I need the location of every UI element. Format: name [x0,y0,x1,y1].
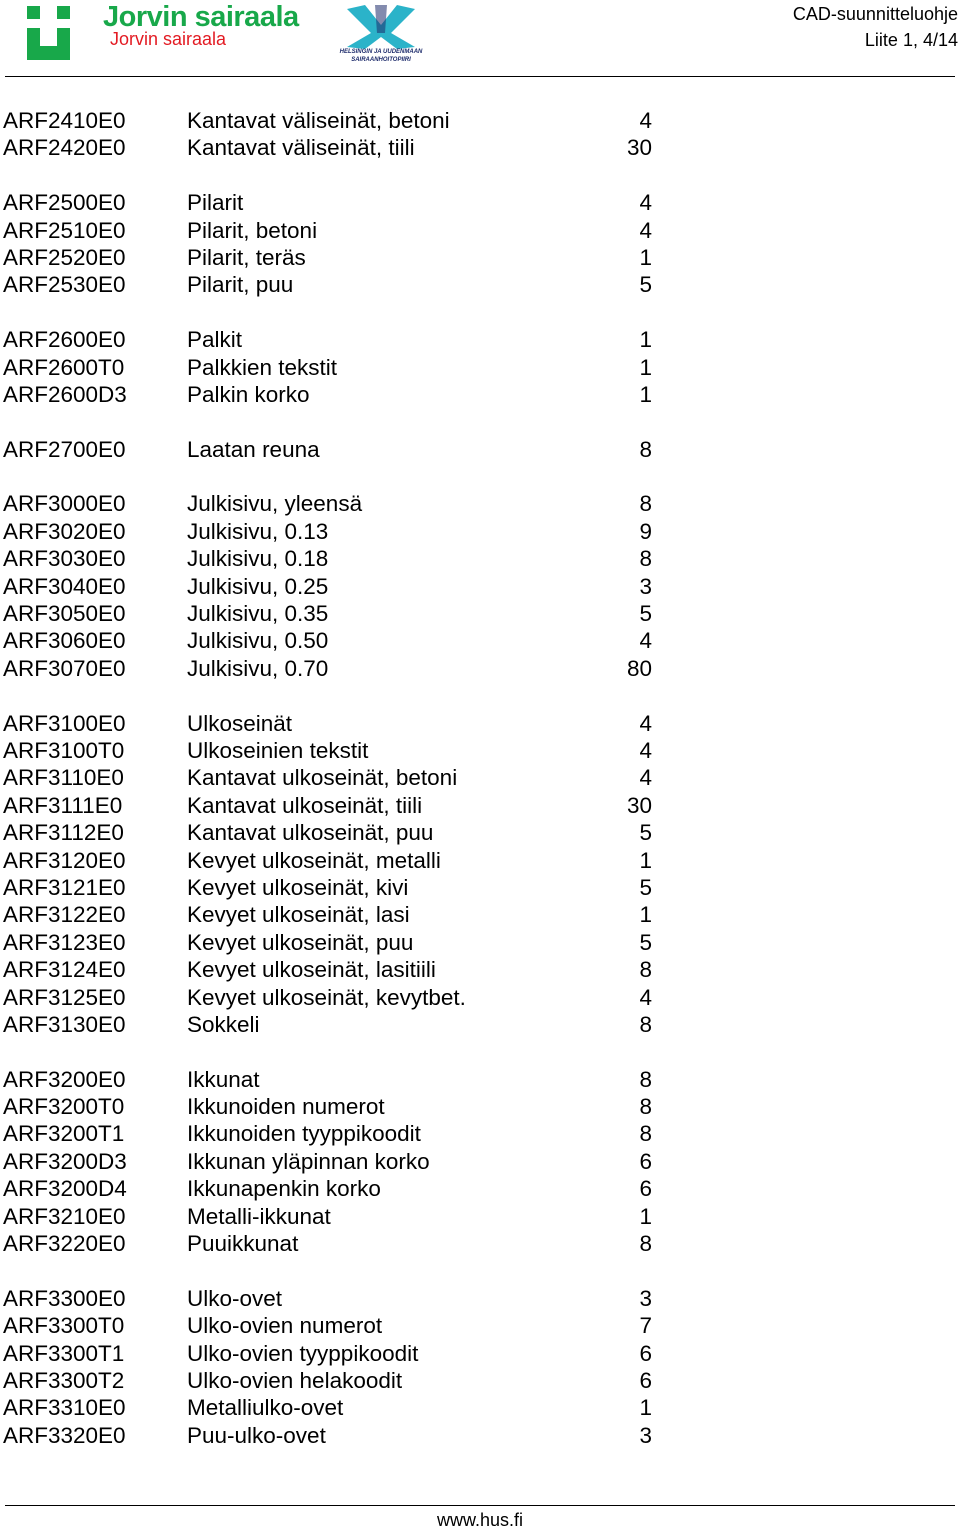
layer-code: ARF2520E0 [3,244,126,270]
table-row [0,764,960,791]
page-header [0,0,960,80]
table-row [0,244,960,271]
spacer-row [0,682,960,709]
layer-value: 4 [639,217,652,243]
layer-description: Pilarit [187,190,244,216]
layer-code: ARF3125E0 [3,984,126,1010]
layer-description: Pilarit, puu [187,272,294,298]
table-row [0,490,960,517]
layer-value: 8 [639,436,652,462]
layer-code: ARF3111E0 [3,792,123,818]
table-row [0,271,960,298]
table-row [0,929,960,956]
layer-table [0,107,960,1449]
layer-description: Julkisivu, 0.50 [187,628,329,654]
layer-description: Julkisivu, yleensä [187,491,363,517]
spacer-row [0,162,960,189]
layer-value: 6 [639,1340,652,1366]
layer-value: 1 [639,1395,652,1421]
layer-code: ARF2600T0 [3,354,125,380]
table-row [0,1203,960,1230]
spacer-row [0,463,960,490]
table-row [0,627,960,654]
table-row [0,1285,960,1312]
layer-value: 1 [639,1203,652,1229]
layer-code: ARF2700E0 [3,436,126,462]
layer-value: 8 [639,1231,652,1257]
layer-description: Kevyet ulkoseinät, metalli [187,847,441,873]
layer-value: 6 [639,1176,652,1202]
layer-code: ARF2600E0 [3,327,126,353]
spacer-row [0,408,960,435]
logo-cup [27,28,70,60]
layer-description: Ulko-ovien helakoodit [187,1367,403,1393]
layer-code: ARF3310E0 [3,1395,126,1421]
layer-value: 8 [639,1066,652,1092]
layer-code: ARF3121E0 [3,874,126,900]
layer-code: ARF3300T1 [3,1340,125,1366]
table-row [0,189,960,216]
layer-description: Kevyet ulkoseinät, lasitiili [187,957,436,983]
layer-code: ARF3300E0 [3,1285,126,1311]
layer-value: 8 [639,546,652,572]
layer-description: Ikkunat [187,1066,260,1092]
layer-value: 1 [639,902,652,928]
table-row [0,134,960,161]
layer-code: ARF3130E0 [3,1011,126,1037]
table-row [0,518,960,545]
layer-value: 1 [639,327,652,353]
table-row [0,354,960,381]
layer-description: Ikkunan yläpinnan korko [187,1148,430,1174]
layer-value: 3 [639,1422,652,1448]
layer-value: 3 [639,573,652,599]
table-row [0,1066,960,1093]
page-number: Liite 1, 4/14 [864,30,958,50]
layer-description: Palkin korko [187,381,310,407]
layer-code: ARF3050E0 [3,601,126,627]
layer-code: ARF3123E0 [3,929,126,955]
layer-code: ARF3200D3 [3,1148,127,1174]
table-row [0,600,960,627]
table-row [0,874,960,901]
table-row [0,1312,960,1339]
layer-code: ARF3200D4 [3,1176,127,1202]
logo-square-right [57,6,70,19]
layer-value: 4 [639,984,652,1010]
layer-description: Kantavat ulkoseinät, puu [187,820,434,846]
spacer-row [0,299,960,326]
layer-value: 4 [639,190,652,216]
table-row [0,217,960,244]
layer-description: Kantavat väliseinät, betoni [187,108,450,133]
layer-description: Ulko-ovien numerot [187,1313,383,1339]
table-row [0,1011,960,1038]
jorvin-logo-icon [27,6,73,60]
layer-value: 4 [639,108,652,133]
table-row [0,847,960,874]
layer-value: 3 [639,1285,652,1311]
layer-value: 1 [639,381,652,407]
layer-code: ARF3120E0 [3,847,126,873]
table-row [0,984,960,1011]
layer-code: ARF3100T0 [3,737,125,763]
layer-description: Ulko-ovet [187,1285,283,1311]
layer-code: ARF3200E0 [3,1066,126,1092]
table-row [0,956,960,983]
layer-code: ARF3000E0 [3,491,126,517]
layer-code: ARF3124E0 [3,957,126,983]
layer-code: ARF2420E0 [3,135,126,161]
layer-description: Kantavat väliseinät, tiili [187,135,415,161]
table-row [0,792,960,819]
layer-description: Palkit [187,327,243,353]
layer-value: 4 [639,765,652,791]
layer-value: 7 [639,1313,652,1339]
layer-description: Julkisivu, 0.18 [187,546,329,572]
table-row [0,901,960,928]
layer-description: Ikkunapenkin korko [187,1176,381,1202]
layer-description: Puu-ulko-ovet [187,1422,326,1448]
layer-value: 6 [639,1367,652,1393]
layer-code: ARF2530E0 [3,272,126,298]
layer-code: ARF3020E0 [3,518,126,544]
table-row [0,655,960,682]
spacer-row [0,1038,960,1065]
layer-value: 8 [639,491,652,517]
layer-description: Laatan reuna [187,436,320,462]
layer-value: 8 [639,1121,652,1147]
layer-value: 1 [639,244,652,270]
layer-description: Pilarit, teräs [187,244,306,270]
layer-code: ARF2600D3 [3,381,127,407]
table-row [0,573,960,600]
layer-value: 8 [639,1011,652,1037]
layer-value: 4 [639,628,652,654]
spacer-row [0,1257,960,1284]
layer-code: ARF3030E0 [3,546,126,572]
layer-description: Ulko-ovien tyyppikoodit [187,1340,419,1366]
layer-value: 4 [639,737,652,763]
table-row [0,1120,960,1147]
layer-code: ARF3200T1 [3,1121,125,1147]
layer-description: Ulkoseinät [187,710,293,736]
layer-description: Palkkien tekstit [187,354,338,380]
layer-description: Julkisivu, 0.13 [187,518,329,544]
layer-description: Julkisivu, 0.25 [187,573,329,599]
hus-cross-dark [375,5,387,33]
layer-description: Ikkunoiden tyyppikoodit [187,1121,421,1147]
layer-code: ARF3100E0 [3,710,126,736]
layer-description: Metalliulko-ovet [187,1395,344,1421]
layer-description: Kantavat ulkoseinät, betoni [187,765,458,791]
table-row [0,1148,960,1175]
layer-description: Pilarit, betoni [187,217,318,243]
table-row [0,1367,960,1394]
table-row [0,819,960,846]
layer-description: Kevyet ulkoseinät, lasi [187,902,410,928]
header-divider [5,76,955,77]
layer-code: ARF3110E0 [3,765,124,791]
layer-value: 30 [626,792,652,818]
layer-value: 1 [639,847,652,873]
layer-value: 5 [639,601,652,627]
layer-value: 8 [639,1094,652,1120]
table-row [0,545,960,572]
layer-code: ARF3210E0 [3,1203,126,1229]
layer-value: 9 [639,518,652,544]
table-row [0,436,960,463]
layer-description: Ikkunoiden numerot [187,1094,385,1120]
layer-value: 5 [639,820,652,846]
layer-description: Kevyet ulkoseinät, kevytbet. [187,984,466,1010]
table-row [0,737,960,764]
layer-value: 1 [639,354,652,380]
layer-code: ARF3300T2 [3,1367,125,1393]
layer-code: ARF3300T0 [3,1313,125,1339]
document-title: CAD-suunnitteluohje [792,4,958,24]
footer-divider [5,1505,955,1506]
layer-value: 5 [639,272,652,298]
table-row [0,710,960,737]
layer-code: ARF3112E0 [3,820,124,846]
hus-logo-text: HELSINGIN JA UUDENMAAN SAIRAANHOITOPIIRI [339,49,423,63]
table-row [0,1175,960,1202]
footer-url[interactable]: www.hus.fi [436,1510,524,1530]
layer-description: Kantavat ulkoseinät, tiili [187,792,423,818]
table-row [0,381,960,408]
table-row [0,1422,960,1449]
layer-description: Puuikkunat [187,1231,299,1257]
layer-value: 80 [626,655,652,681]
layer-code: ARF2510E0 [3,217,126,243]
layer-description: Kevyet ulkoseinät, puu [187,929,414,955]
layer-code: ARF2410E0 [3,108,126,133]
layer-code: ARF3320E0 [3,1422,126,1448]
layer-description: Metalli-ikkunat [187,1203,331,1229]
logo-subtitle: Jorvin sairaala [110,29,227,49]
table-row [0,1093,960,1120]
layer-code: ARF3060E0 [3,628,126,654]
layer-value: 5 [639,874,652,900]
layer-value: 6 [639,1148,652,1174]
logo-square-left [27,6,40,19]
layer-description: Kevyet ulkoseinät, kivi [187,874,409,900]
layer-code: ARF2500E0 [3,190,126,216]
layer-value: 4 [639,710,652,736]
layer-value: 30 [626,135,652,161]
layer-code: ARF3220E0 [3,1231,126,1257]
logo-wordmark: Jorvin sairaala [103,1,299,33]
layer-value: 5 [639,929,652,955]
layer-code: ARF3040E0 [3,573,126,599]
layer-description: Sokkeli [187,1011,260,1037]
layer-description: Julkisivu, 0.70 [187,655,329,681]
layer-code: ARF3070E0 [3,655,126,681]
layer-description: Ulkoseinien tekstit [187,737,369,763]
table-row [0,1340,960,1367]
layer-description: Julkisivu, 0.35 [187,601,329,627]
layer-code: ARF3200T0 [3,1094,125,1120]
table-row [0,107,960,134]
table-row [0,1230,960,1257]
layer-code: ARF3122E0 [3,902,126,928]
table-row [0,1394,960,1421]
layer-value: 8 [639,957,652,983]
table-row [0,326,960,353]
